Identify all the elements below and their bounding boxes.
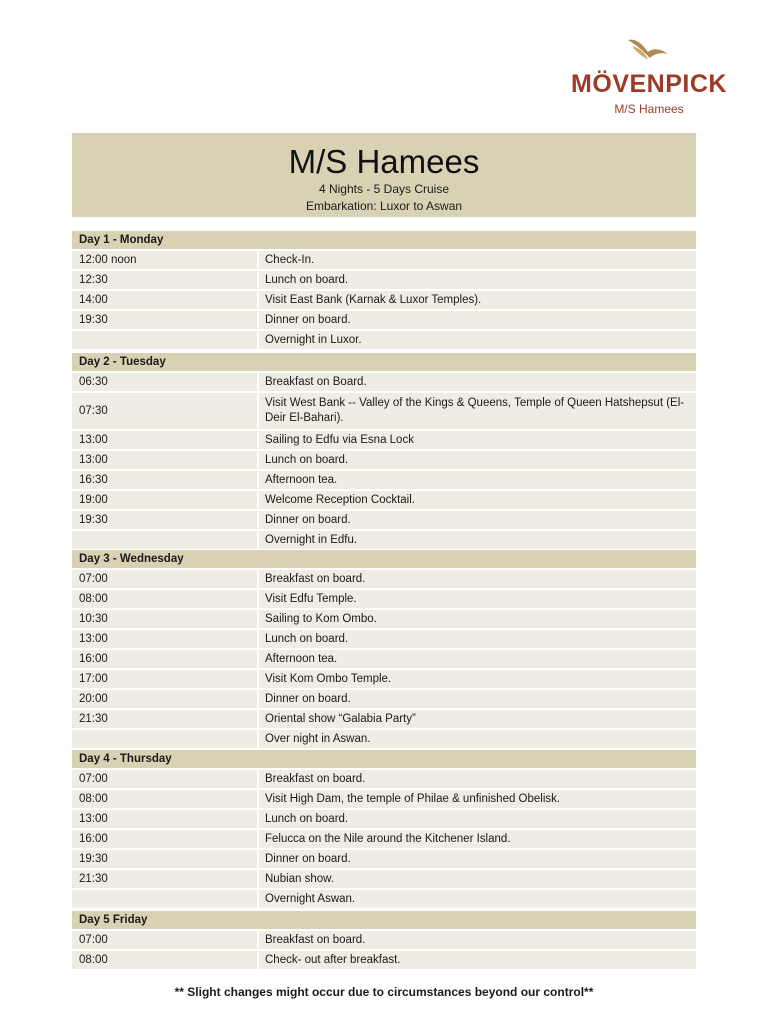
activity-cell: Check-In. — [259, 251, 696, 269]
time-cell: 16:00 — [72, 650, 257, 668]
cruise-header — [72, 133, 696, 217]
brand-subtitle: M/S Hamees — [614, 102, 684, 116]
schedule-row — [72, 730, 696, 748]
time-cell: 07:00 — [72, 931, 257, 949]
activity-cell: Afternoon tea. — [259, 471, 696, 489]
day-section — [72, 353, 696, 551]
time-cell: 07:00 — [72, 770, 257, 788]
activity-cell: Over night in Aswan. — [259, 730, 696, 748]
activity-cell: Dinner on board. — [259, 511, 696, 529]
activity-cell: Overnight Aswan. — [259, 890, 696, 908]
activity-cell: Visit East Bank (Karnak & Luxor Temples). — [259, 291, 696, 309]
schedule-row — [72, 931, 696, 949]
time-cell: 06:30 — [72, 373, 257, 391]
time-cell: 13:00 — [72, 810, 257, 828]
time-cell: 12:00 noon — [72, 251, 257, 269]
activity-cell: Nubian show. — [259, 870, 696, 888]
time-cell: 19:30 — [72, 850, 257, 868]
time-cell: 19:00 — [72, 491, 257, 509]
schedule-row — [72, 870, 696, 888]
bird-icon — [626, 36, 670, 66]
day-section — [72, 550, 696, 750]
day-section — [72, 231, 696, 351]
activity-cell: Afternoon tea. — [259, 650, 696, 668]
schedule-row — [72, 790, 696, 808]
schedule-row — [72, 590, 696, 608]
activity-cell: Felucca on the Nile around the Kitchener Island. — [259, 830, 696, 848]
activity-cell: Visit West Bank -- Valley of the Kings & Queens, Temple of Queen Hatshepsut (El-Deir El-Bahari). — [259, 393, 696, 429]
brand-name: MÖVENPICK — [571, 70, 727, 98]
time-cell: 19:30 — [72, 511, 257, 529]
schedule-row — [72, 690, 696, 708]
activity-cell: Dinner on board. — [259, 850, 696, 868]
schedule-row — [72, 951, 696, 969]
day-header: Day 1 - Monday — [72, 231, 696, 249]
time-cell: 16:00 — [72, 830, 257, 848]
activity-cell: Overnight in Edfu. — [259, 531, 696, 549]
schedule-row — [72, 770, 696, 788]
schedule-row — [72, 311, 696, 329]
movenpick-logo — [568, 36, 733, 120]
activity-cell: Visit High Dam, the temple of Philae & unfinished Obelisk. — [259, 790, 696, 808]
activity-cell: Lunch on board. — [259, 271, 696, 289]
schedule-row — [72, 451, 696, 469]
activity-cell: Sailing to Edfu via Esna Lock — [259, 431, 696, 449]
time-cell: 08:00 — [72, 590, 257, 608]
time-cell: 08:00 — [72, 951, 257, 969]
activity-cell: Breakfast on board. — [259, 931, 696, 949]
activity-cell: Lunch on board. — [259, 810, 696, 828]
cruise-duration: 4 Nights - 5 Days Cruise — [318, 182, 450, 196]
time-cell: 16:30 — [72, 471, 257, 489]
time-cell: 17:00 — [72, 670, 257, 688]
activity-cell: Check- out after breakfast. — [259, 951, 696, 969]
time-cell: 07:00 — [72, 570, 257, 588]
day-section — [72, 750, 696, 910]
schedule-row — [72, 431, 696, 449]
schedule-row — [72, 630, 696, 648]
time-cell: 13:00 — [72, 431, 257, 449]
schedule-row — [72, 271, 696, 289]
activity-cell: Dinner on board. — [259, 311, 696, 329]
time-cell: 07:30 — [72, 393, 257, 429]
schedule-row — [72, 491, 696, 509]
schedule-row — [72, 251, 696, 269]
activity-cell: Breakfast on Board. — [259, 373, 696, 391]
day-header: Day 5 Friday — [72, 911, 696, 929]
schedule-row — [72, 890, 696, 908]
schedule-row — [72, 331, 696, 349]
schedule-row — [72, 670, 696, 688]
activity-cell: Oriental show “Galabia Party” — [259, 710, 696, 728]
activity-cell: Dinner on board. — [259, 690, 696, 708]
day-header: Day 2 - Tuesday — [72, 353, 696, 371]
activity-cell: Visit Kom Ombo Temple. — [259, 670, 696, 688]
schedule-row — [72, 291, 696, 309]
activity-cell: Overnight in Luxor. — [259, 331, 696, 349]
activity-cell: Lunch on board. — [259, 451, 696, 469]
schedule-row — [72, 511, 696, 529]
time-cell: 10:30 — [72, 610, 257, 628]
schedule-row — [72, 810, 696, 828]
schedule-row — [72, 850, 696, 868]
page-title: M/S Hamees — [288, 143, 480, 180]
activity-cell: Sailing to Kom Ombo. — [259, 610, 696, 628]
time-cell: 20:00 — [72, 690, 257, 708]
time-cell — [72, 531, 257, 549]
time-cell — [72, 730, 257, 748]
schedule-row — [72, 373, 696, 391]
schedule-row — [72, 570, 696, 588]
activity-cell: Visit Edfu Temple. — [259, 590, 696, 608]
embarkation-route: Embarkation: Luxor to Aswan — [305, 199, 463, 213]
schedule-row — [72, 830, 696, 848]
schedule-row — [72, 710, 696, 728]
time-cell: 21:30 — [72, 710, 257, 728]
activity-cell: Welcome Reception Cocktail. — [259, 491, 696, 509]
time-cell: 13:00 — [72, 451, 257, 469]
time-cell — [72, 331, 257, 349]
day-header: Day 3 - Wednesday — [72, 550, 696, 568]
time-cell: 12:30 — [72, 271, 257, 289]
time-cell: 19:30 — [72, 311, 257, 329]
time-cell: 14:00 — [72, 291, 257, 309]
day-header: Day 4 - Thursday — [72, 750, 696, 768]
time-cell: 13:00 — [72, 630, 257, 648]
schedule-row — [72, 610, 696, 628]
schedule-row — [72, 393, 696, 429]
activity-cell: Breakfast on board. — [259, 770, 696, 788]
activity-cell: Breakfast on board. — [259, 570, 696, 588]
activity-cell: Lunch on board. — [259, 630, 696, 648]
time-cell — [72, 890, 257, 908]
disclaimer: ** Slight changes might occur due to circumstances beyond our control** — [174, 985, 594, 999]
schedule-row — [72, 471, 696, 489]
time-cell: 21:30 — [72, 870, 257, 888]
schedule-row — [72, 531, 696, 549]
time-cell: 08:00 — [72, 790, 257, 808]
schedule-row — [72, 650, 696, 668]
day-section — [72, 911, 696, 971]
